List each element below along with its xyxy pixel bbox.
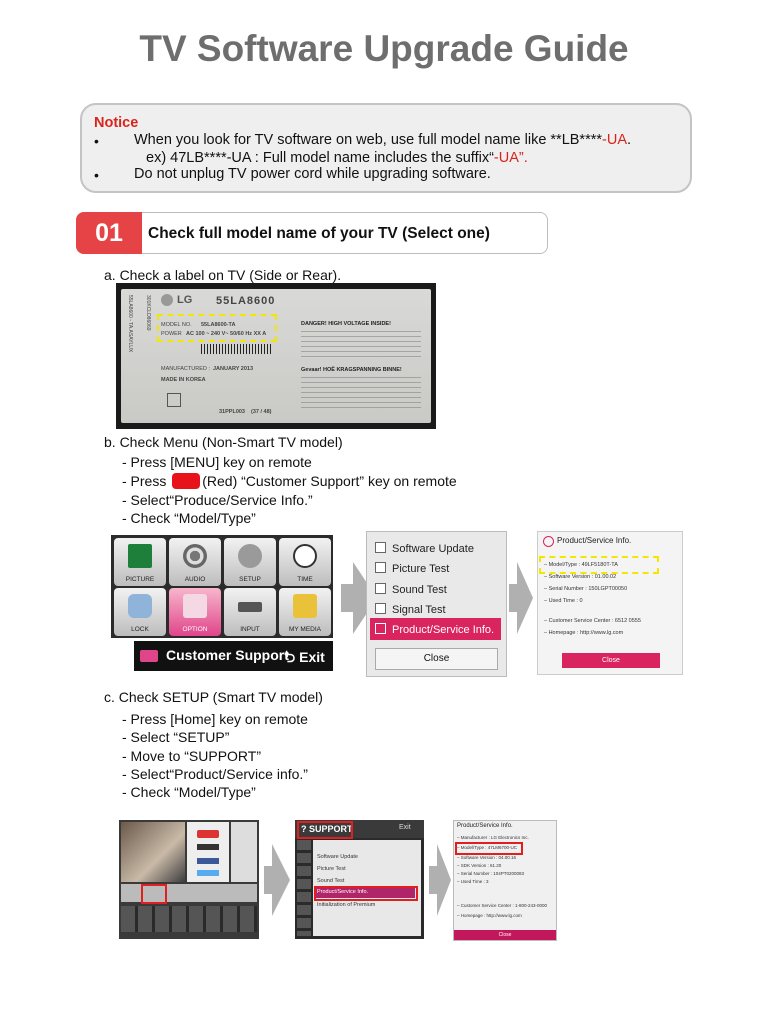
support-item-selected: Product/Service Info. bbox=[317, 889, 369, 895]
support-list bbox=[313, 840, 421, 936]
smart-product-info-line: – Model/Type : 47LM6700-UC bbox=[457, 845, 518, 850]
menu-item-sound-test bbox=[375, 583, 447, 596]
product-info-line: – Customer Service Center : 6512 0555 bbox=[544, 618, 641, 624]
red-key-icon bbox=[172, 473, 200, 489]
notice-line-2 bbox=[146, 150, 528, 166]
label-manufactured-value: JANUARY 2013 bbox=[213, 366, 254, 372]
menu-item-label: Sound Test bbox=[392, 584, 447, 596]
tile-setup bbox=[224, 538, 276, 586]
menu-item-label: Picture Test bbox=[392, 563, 450, 575]
product-info-line: – Serial Number : 150LGPT00050 bbox=[544, 586, 628, 592]
smart-support-screenshot bbox=[295, 820, 424, 939]
section-a-heading: a. Check a label on TV (Side or Rear). bbox=[104, 267, 342, 283]
section-b-step-1: - Press [MENU] key on remote bbox=[122, 454, 312, 470]
section-b-step-3: - Select“Produce/Service Info.” bbox=[122, 492, 313, 508]
premium-panel bbox=[187, 822, 229, 882]
checkbox-icon bbox=[375, 562, 386, 573]
info-icon bbox=[543, 536, 554, 547]
section-b-step-2 bbox=[122, 473, 457, 489]
smart-product-info-line: – Used Time : 3 bbox=[457, 879, 489, 884]
label-model-no-key: MODEL NO. bbox=[161, 322, 192, 328]
product-info-title: Product/Service Info. bbox=[557, 536, 632, 545]
plug-icon bbox=[238, 602, 262, 612]
tile-picture bbox=[114, 538, 166, 586]
section-b-step-2-press: - Press bbox=[122, 473, 167, 489]
apps-panel bbox=[231, 822, 257, 882]
customer-support-label: Customer Support bbox=[166, 647, 289, 663]
section-c-step-5: - Check “Model/Type” bbox=[122, 784, 256, 800]
facebook-icon bbox=[197, 858, 219, 864]
product-info-screenshot bbox=[537, 531, 683, 675]
step-title: Check full model name of your TV (Select one) bbox=[148, 225, 490, 242]
recycle-bin-icon bbox=[167, 393, 181, 407]
checkbox-icon bbox=[375, 583, 386, 594]
youtube-icon bbox=[197, 830, 219, 838]
section-c-step-1: - Press [Home] key on remote bbox=[122, 711, 308, 727]
exit-text: Exit bbox=[299, 649, 325, 665]
support-item-highlight bbox=[314, 886, 418, 901]
menu-item-label: Signal Test bbox=[392, 604, 446, 616]
product-info-close-button: Close bbox=[562, 653, 660, 668]
notice-title: Notice bbox=[94, 115, 139, 131]
menu-item-label: Product/Service Info. bbox=[392, 624, 495, 636]
label-code: 31PPL003 bbox=[219, 409, 245, 415]
question-icon: ? bbox=[301, 824, 307, 834]
section-b-step-2-text: (Red) “Customer Support” key on remote bbox=[202, 473, 457, 489]
label-fine-print-2 bbox=[301, 377, 421, 411]
twitter-icon bbox=[197, 870, 219, 876]
right-arrow-icon bbox=[517, 562, 533, 634]
option-icon bbox=[183, 594, 207, 618]
support-menu-screenshot bbox=[366, 531, 507, 677]
tv-label-photo bbox=[116, 283, 436, 429]
model-type-highlight bbox=[455, 842, 523, 855]
support-item: Initialization of Premium bbox=[317, 902, 376, 908]
support-item: Software Update bbox=[317, 854, 358, 860]
tile-label: SETUP bbox=[239, 576, 261, 583]
notice-line-1 bbox=[134, 132, 631, 148]
smart-product-info-line: – Serial Number : 104PT0200083 bbox=[457, 871, 525, 876]
label-manufactured-key: MANUFACTURED : bbox=[161, 366, 210, 372]
media-icon bbox=[293, 594, 317, 618]
speaker-icon bbox=[183, 544, 207, 568]
barcode bbox=[201, 344, 271, 354]
support-item: Picture Test bbox=[317, 866, 346, 872]
label-power-key: POWER bbox=[161, 331, 182, 337]
smart-product-info-line: – SDK Version : 61.20 bbox=[457, 863, 502, 868]
label-model-no-value: 55LA8600-TA bbox=[201, 322, 236, 328]
bullet: • bbox=[94, 133, 99, 149]
arrow-stem bbox=[341, 584, 353, 612]
menu-item-label: Software Update bbox=[392, 543, 474, 555]
label-gevaar: Gevaar! HOË KRAGSPANNING BINNE! bbox=[301, 367, 402, 373]
smart-product-info-line: – Software Version : 04.00.16 bbox=[457, 855, 517, 860]
tile-label: OPTION bbox=[182, 626, 208, 633]
smart-product-info-title: Product/Service Info. bbox=[457, 823, 513, 829]
menu-item-signal-test bbox=[375, 603, 446, 616]
support-title-text: SUPPORT bbox=[309, 824, 353, 834]
label-power-value: AC 100 ~ 240 V~ 50/60 Hz XX A bbox=[186, 331, 267, 337]
right-arrow-icon bbox=[272, 844, 290, 916]
close-button: Close bbox=[375, 648, 498, 670]
section-c-step-2: - Select “SETUP” bbox=[122, 729, 230, 745]
arrow-stem bbox=[264, 866, 272, 894]
tile-label: PICTURE bbox=[125, 576, 155, 583]
tile-label: INPUT bbox=[240, 626, 260, 633]
launcher-bar bbox=[121, 906, 257, 932]
support-item: Sound Test bbox=[317, 878, 345, 884]
section-b-step-4: - Check “Model/Type” bbox=[122, 510, 256, 526]
right-arrow-icon bbox=[437, 844, 451, 916]
vimeo-icon bbox=[197, 844, 219, 850]
notice-quote-end: ”. bbox=[518, 150, 528, 166]
model-type-highlight bbox=[539, 556, 659, 574]
section-c-step-3: - Move to “SUPPORT” bbox=[122, 748, 261, 764]
menu-item-software-update bbox=[375, 542, 474, 555]
smart-product-info-line: – Customer Service Center : 1-800-243-0000 bbox=[457, 903, 548, 908]
page-title: TV Software Upgrade Guide bbox=[139, 28, 629, 69]
notice-suffix: -UA bbox=[602, 132, 627, 148]
product-info-line: – Used Time : 0 bbox=[544, 598, 583, 604]
notice-period: . bbox=[627, 132, 632, 148]
notice-suffix-2: -UA bbox=[493, 150, 519, 166]
smart-product-info-line: – Manufacturer : LG Electronics Inc. bbox=[457, 835, 529, 840]
label-model-big: 55LA8600 bbox=[216, 295, 276, 307]
section-c-step-4: - Select“Product/Service info.” bbox=[122, 766, 308, 782]
notice-line-2-text: ex) 47LB****-UA : Full model name includes the suffix“ bbox=[146, 150, 494, 166]
arrow-stem bbox=[509, 584, 517, 612]
label-made-in: MADE IN KOREA bbox=[161, 377, 206, 383]
customer-support-bar bbox=[134, 641, 333, 671]
smart-home-screenshot bbox=[119, 820, 259, 939]
tile-label: TIME bbox=[297, 576, 313, 583]
lock-icon bbox=[128, 594, 152, 618]
label-danger: DANGER! HIGH VOLTAGE INSIDE! bbox=[301, 321, 391, 327]
checkbox-checked-icon bbox=[375, 623, 386, 634]
picture-icon bbox=[128, 544, 152, 568]
tile-audio bbox=[169, 538, 221, 586]
arrow-stem bbox=[429, 866, 437, 894]
menu-item-picture-test bbox=[375, 562, 449, 575]
menu-item-product-service-info bbox=[375, 623, 494, 636]
tile-label: LOCK bbox=[131, 626, 149, 633]
tv-label bbox=[121, 289, 431, 423]
lg-logo-icon bbox=[161, 294, 173, 306]
support-title-highlight bbox=[297, 821, 353, 839]
tile-lock bbox=[114, 588, 166, 636]
tile-time bbox=[279, 538, 331, 586]
live-tv-preview bbox=[121, 822, 185, 882]
red-button-icon bbox=[140, 650, 158, 662]
tile-input bbox=[224, 588, 276, 636]
label-brand: LG bbox=[177, 294, 193, 306]
clock-icon bbox=[293, 544, 317, 568]
bullet: • bbox=[94, 167, 99, 183]
label-page: (37 / 48) bbox=[251, 409, 272, 415]
exit-label: ⮌ Exit bbox=[284, 649, 325, 665]
tv-menu-screenshot bbox=[111, 535, 333, 638]
label-serial: 301KCLD86069 bbox=[145, 295, 151, 331]
label-fine-print bbox=[301, 331, 421, 361]
support-sidebar bbox=[297, 840, 311, 936]
tile-option bbox=[169, 588, 221, 636]
tile-label: AUDIO bbox=[184, 576, 206, 583]
product-info-line: – Software Version : 01.00.02 bbox=[544, 574, 617, 580]
product-info-line: – Model/Type : 49LF5180T-TA bbox=[544, 562, 618, 568]
checkbox-icon bbox=[375, 603, 386, 614]
support-exit: Exit bbox=[399, 824, 411, 831]
product-info-line: – Homepage : http://www.lg.com bbox=[544, 630, 624, 636]
setup-highlight bbox=[141, 884, 167, 904]
section-c-heading: c. Check SETUP (Smart TV model) bbox=[104, 689, 323, 705]
notice-line-3: Do not unplug TV power cord while upgrading software. bbox=[134, 166, 491, 182]
smart-product-info-screenshot bbox=[453, 820, 557, 941]
smart-product-info-line: – Homepage : http://www.lg.com bbox=[457, 913, 522, 918]
smart-close-button: Close bbox=[454, 930, 556, 940]
model-highlight bbox=[157, 314, 277, 342]
checkbox-icon bbox=[375, 542, 386, 553]
tile-my-media bbox=[279, 588, 331, 636]
satellite-icon bbox=[238, 544, 262, 568]
notice-box bbox=[80, 103, 692, 193]
notice-line-1-text: When you look for TV software on web, use full model name like **LB**** bbox=[134, 132, 603, 148]
step-number: 01 bbox=[76, 212, 142, 254]
label-side-text: 55LA8600 - TA.ASAYLUX bbox=[127, 295, 133, 353]
tile-label: MY MEDIA bbox=[288, 626, 322, 633]
section-b-heading: b. Check Menu (Non-Smart TV model) bbox=[104, 434, 343, 450]
